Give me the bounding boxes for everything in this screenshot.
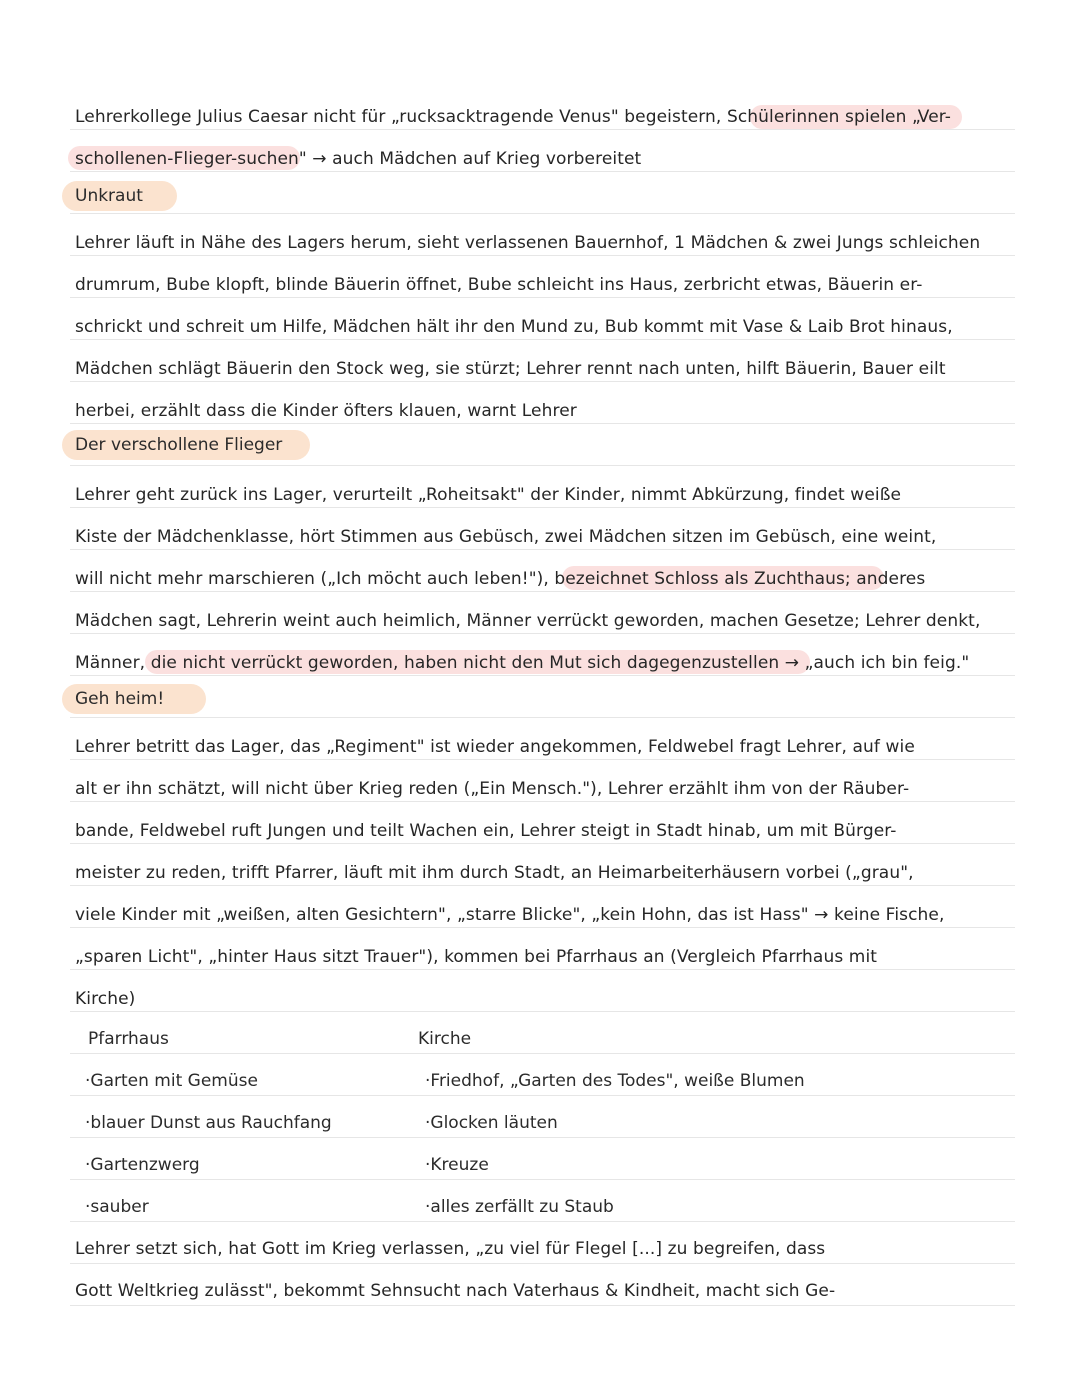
comparison-right-item: ·Glocken läuten bbox=[425, 1113, 558, 1133]
section-line: Lehrer betritt das Lager, das „Regiment" ist wieder angekommen, Feldwebel fragt Lehrer, auf wie bbox=[75, 737, 915, 757]
section-line: Lehrer läuft in Nähe des Lagers herum, sieht verlassenen Bauernhof, 1 Mädchen & zwei Jungs schleichen bbox=[75, 233, 981, 253]
section-line: schrickt und schreit um Hilfe, Mädchen hält ihr den Mund zu, Bub kommt mit Vase & Laib Brot hinaus, bbox=[75, 317, 953, 337]
comparison-left-title: Pfarrhaus bbox=[88, 1029, 169, 1049]
ruled-line bbox=[70, 676, 1015, 718]
outro-line-1: Lehrer setzt sich, hat Gott im Krieg verlassen, „zu viel für Flegel [...] zu begreifen, dass bbox=[75, 1239, 826, 1259]
section-line: Kirche) bbox=[75, 989, 136, 1009]
ruled-line bbox=[70, 1138, 1015, 1180]
section-heading-geh-heim: Geh heim! bbox=[75, 689, 165, 709]
section-line: drumrum, Bube klopft, blinde Bäuerin öffnet, Bube schleicht ins Haus, zerbricht etwas, Bäuerin er- bbox=[75, 275, 923, 295]
ruled-line bbox=[70, 970, 1015, 1012]
intro-line-2: schollenen-Flieger-suchen" → auch Mädchen auf Krieg vorbereitet bbox=[75, 149, 642, 169]
section-line: Lehrer geht zurück ins Lager, verurteilt „Roheitsakt" der Kinder, nimmt Abkürzung, findet weiße bbox=[75, 485, 902, 505]
section-heading-unkraut: Unkraut bbox=[75, 186, 143, 206]
section-line: viele Kinder mit „weißen, alten Gesichtern", „starre Blicke", „kein Hohn, das ist Hass" → keine Fische, bbox=[75, 905, 945, 925]
ruled-line bbox=[70, 1012, 1015, 1054]
comparison-right-item: ·Kreuze bbox=[425, 1155, 489, 1175]
section-heading-flieger: Der verschollene Flieger bbox=[75, 435, 283, 455]
comparison-left-item: ·Gartenzwerg bbox=[85, 1155, 200, 1175]
intro-line-1: Lehrerkollege Julius Caesar nicht für „rucksacktragende Venus" begeistern, Schülerinnen spielen „Ver- bbox=[75, 107, 951, 127]
comparison-left-item: ·sauber bbox=[85, 1197, 149, 1217]
section-line: Mädchen sagt, Lehrerin weint auch heimlich, Männer verrückt geworden, machen Gesetze; Lehrer denkt, bbox=[75, 611, 981, 631]
section-line: „sparen Licht", „hinter Haus sitzt Trauer"), kommen bei Pfarrhaus an (Vergleich Pfarrhaus mit bbox=[75, 947, 878, 967]
section-line: Kiste der Mädchenklasse, hört Stimmen aus Gebüsch, zwei Mädchen sitzen im Gebüsch, eine weint, bbox=[75, 527, 937, 547]
section-line: Mädchen schlägt Bäuerin den Stock weg, sie stürzt; Lehrer rennt nach unten, hilft Bäuerin, Bauer eilt bbox=[75, 359, 946, 379]
comparison-right-title: Kirche bbox=[418, 1029, 472, 1049]
section-line: herbei, erzählt dass die Kinder öfters klauen, warnt Lehrer bbox=[75, 401, 577, 421]
comparison-right-item: ·alles zerfällt zu Staub bbox=[425, 1197, 614, 1217]
comparison-left-item: ·blauer Dunst aus Rauchfang bbox=[85, 1113, 332, 1133]
section-line: meister zu reden, trifft Pfarrer, läuft mit ihm durch Stadt, an Heimarbeiterhäusern vorbei („grau", bbox=[75, 863, 914, 883]
section-line: Männer, die nicht verrückt geworden, haben nicht den Mut sich dagegenzustellen → „auch ich bin feig." bbox=[75, 653, 970, 673]
section-line: alt er ihn schätzt, will nicht über Krieg reden („Ein Mensch."), Lehrer erzählt ihm von der Räuber- bbox=[75, 779, 910, 799]
comparison-right-item: ·Friedhof, „Garten des Todes", weiße Blumen bbox=[425, 1071, 805, 1091]
section-line: will nicht mehr marschieren („Ich möcht auch leben!"), bezeichnet Schloss als Zuchthaus; anderes bbox=[75, 569, 926, 589]
ruled-line bbox=[70, 172, 1015, 214]
outro-line-2: Gott Weltkrieg zulässt", bekommt Sehnsucht nach Vaterhaus & Kindheit, macht sich Ge- bbox=[75, 1281, 836, 1301]
comparison-left-item: ·Garten mit Gemüse bbox=[85, 1071, 258, 1091]
section-line: bande, Feldwebel ruft Jungen und teilt Wachen ein, Lehrer steigt in Stadt hinab, um mit Bürger- bbox=[75, 821, 897, 841]
